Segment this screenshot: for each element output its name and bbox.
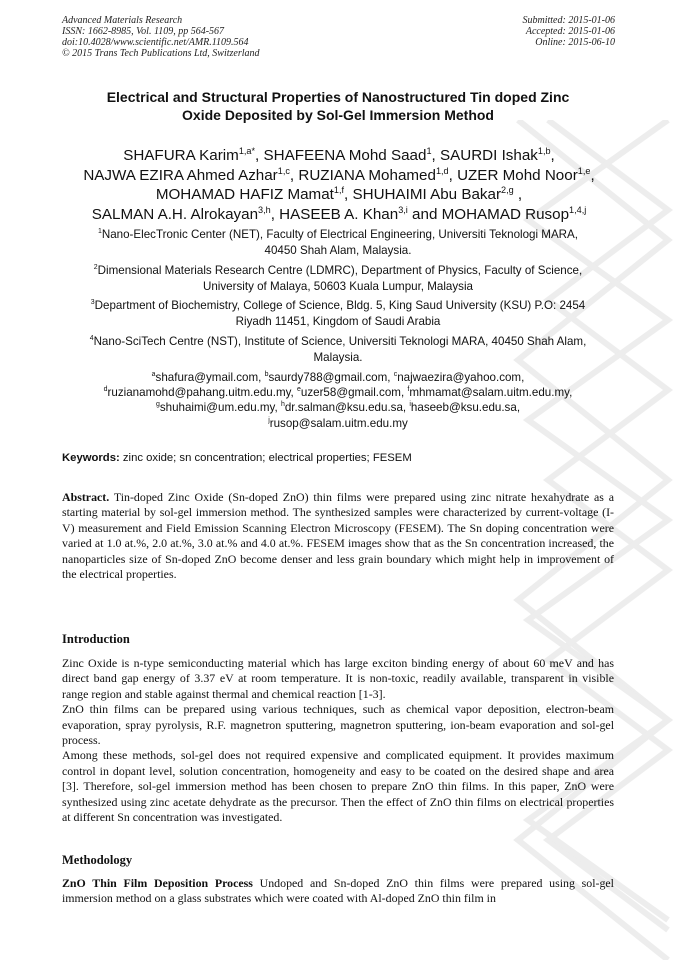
- affiliation-4: $^4$Nano-SciTech Centre (NST), Institute of Science, Universiti Teknologi MARA, 40450 Shah Alam, Malaysia.: [89, 335, 587, 364]
- email-link[interactable]: shuhaimi@um.edu.my: [159, 401, 275, 415]
- keywords-text: zinc oxide; sn concentration; electrical properties; FESEM: [119, 452, 412, 464]
- author-affil-mark: 1,c: [277, 165, 290, 176]
- email-link[interactable]: rusop@salam.uitm.edu.my: [269, 416, 408, 430]
- header-dates: [523, 15, 616, 48]
- intro-paragraph-1: Zinc Oxide is n-type semiconducting material which has large exciton binding energy of about 60 meV and has direct band gap energy of 3.37 eV at room temperature. It is non-toxic, readily available, transparent in visible range region and stable against thermal and chemical reaction [1-3].: [62, 656, 614, 701]
- author-affil-mark: 1,f: [333, 184, 345, 195]
- accepted-date: Accepted: 2015-01-06: [525, 26, 615, 37]
- method-subheading: ZnO Thin Film Deposition Process: [62, 876, 253, 890]
- author-name: NAJWA EZIRA Ahmed Azhar: [83, 166, 278, 184]
- author-name: SHAFEENA Mohd Saad: [263, 147, 427, 164]
- introduction-section: [62, 656, 614, 825]
- introduction-heading: Introduction: [62, 632, 130, 646]
- affiliation-number: 3: [90, 299, 95, 307]
- author-line-2: NAJWA EZIRA Ahmed Azhar$^{1,c}$, RUZIANA Mohamed$^{1,d}$, UZER Mohd Noor$^{1,e}$,: [83, 165, 595, 184]
- doi-line: doi:10.4028/www.scientific.net/AMR.1109.564: [62, 37, 249, 48]
- affiliation-1: $^1$Nano-ElecTronic Center (NET), Faculty of Electrical Engineering, Universiti Teknologi MARA, 40450 Shah Alam, Malaysia.: [97, 228, 579, 257]
- author-affil-mark: 1,4,j: [569, 204, 587, 215]
- author-name: RUZIANA Mohamed: [298, 166, 436, 184]
- header-publication-info: [62, 15, 260, 59]
- methodology-heading: Methodology: [62, 853, 133, 867]
- author-name: MOHAMAD HAFIZ Mamat: [155, 186, 334, 203]
- author-affil-mark: 1,d: [435, 165, 449, 176]
- author-affil-mark: 2,g: [501, 184, 514, 195]
- author-affil-mark: 3,i: [398, 204, 408, 215]
- author-name: HASEEB A. Khan: [279, 205, 399, 223]
- author-line-3: MOHAMAD HAFIZ Mamat$^{1,f}$, SHUHAIMI Abu Bakar$^{2,g}$ ,: [155, 184, 523, 203]
- email-link[interactable]: ruzianamohd@pahang.uitm.edu.my: [107, 386, 291, 400]
- keywords-label: Keywords:: [62, 452, 120, 464]
- affiliation-2: $^2$Dimensional Materials Research Centre (LDMRC), Department of Physics, Faculty of Science, University of Malaya, 50603 Kuala Lumpur, Malaysia: [93, 264, 583, 293]
- methodology-paragraph: [62, 876, 614, 907]
- methodology-section: [62, 876, 614, 907]
- author-affil-mark: 1: [426, 145, 432, 156]
- email-link[interactable]: shafura@ymail.com: [155, 371, 259, 384]
- intro-paragraph-3: Among these methods, sol-gel does not required expensive and complicated equipment. It provides maximum control in dopant level, solution concentration, homogeneity and easy to be coated on the desired shape and area [3]. Therefore, sol-gel immersion method has been chosen to prepare ZnO thin films. In this paper, ZnO were synthesized using zinc acetate dehydrate as the precursor. Then the effect of ZnO thin films on electrical properties at different Sn concentration was investigated.: [62, 748, 614, 825]
- issn-line: ISSN: 1662-8985, Vol. 1109, pp 564-567: [62, 26, 225, 37]
- email-link[interactable]: mhmamat@salam.uitm.edu.my: [409, 386, 570, 400]
- author-name: UZER Mohd Noor: [457, 166, 578, 184]
- author-list: [50, 146, 628, 224]
- email-link[interactable]: haseeb@ksu.edu.sa: [410, 401, 517, 415]
- title-line-1: Electrical and Structural Properties of Nanostructured Tin doped Zinc: [106, 89, 570, 105]
- author-affil-mark: 1,e: [577, 165, 591, 176]
- author-name: MOHAMAD Rusop: [441, 205, 570, 223]
- online-date: Online: 2015-06-10: [535, 37, 615, 48]
- title-line-2: Oxide Deposited by Sol-Gel Immersion Method: [182, 107, 494, 123]
- keywords-line: [62, 451, 614, 466]
- paper-title: [62, 88, 614, 124]
- affiliation-number: 2: [93, 264, 98, 272]
- email-link[interactable]: najwaezira@yahoo.com: [397, 371, 522, 384]
- author-name: SHAFURA Karim: [123, 147, 239, 164]
- author-name: SHUHAIMI Abu Bakar: [352, 186, 502, 203]
- abstract-label: Abstract.: [62, 490, 110, 504]
- method-text: Undoped and Sn-doped ZnO thin films were prepared using sol-gel immersion method on a glass substrates which were coated with Al-doped ZnO thin film in: [62, 876, 614, 906]
- email-link[interactable]: uzer58@gmail.com: [300, 386, 401, 400]
- author-line-1: SHAFURA Karim$^{1,a*}$, SHAFEENA Mohd Saad$^1$, SAURDI Ishak$^{1,b}$,: [123, 145, 555, 164]
- author-affil-mark: 1,a*: [238, 145, 256, 156]
- submitted-date: Submitted: 2015-01-06: [522, 15, 615, 26]
- author-line-4: SALMAN A.H. Alrokayan$^{3,h}$, HASEEB A. Khan$^{3,i}$ and MOHAMAD Rusop$^{1,4,j}$: [91, 204, 587, 223]
- affiliation-number: 1: [97, 228, 102, 236]
- copyright-line: © 2015 Trans Tech Publications Ltd, Switzerland: [62, 48, 260, 59]
- abstract-text: Tin-doped Zinc Oxide (Sn-doped ZnO) thin films were prepared using zinc nitrate hexahydrate as a starting material by sol-gel immersion method. The synthesized samples were characterized by current-voltage (I-V) measurement and Field Emission Scanning Electron Microscopy (FESEM). The Sn doping concentration were varied at 1.0 at.%, 2.0 at.%, 3.0 at.% and 4.0 at.%. FESEM images show that as the Sn concentration increased, the nanoparticles size of Sn-doped ZnO become denser and less grain boundary which might help in improvement of the electrical properties.: [62, 490, 614, 582]
- journal-name: Advanced Materials Research: [62, 15, 183, 26]
- affiliation-3: $^3$Department of Biochemistry, College of Science, Bldg. 5, King Saud University (KSU) P.O: 2454 Riyadh 11451, Kingdom of Saudi Arabia: [90, 299, 586, 328]
- author-name: SALMAN A.H. Alrokayan: [91, 205, 259, 223]
- author-emails: $^a$shafura@ymail.com, $^b$saurdy788@gmail.com, $^c$najwaezira@yahoo.com, $^d$ruzianamohd@pahang.uitm.edu.my, $^e$uzer58@gmail.com, $^f$mhmamat@salam.uitm.edu.my, $^g$shuhaimi@um.edu.my, $^h$dr.salman@ksu.edu.sa, $^i$haseeb@ksu.edu.sa, $^j$rusop@salam.uitm.edu.my: [103, 371, 573, 430]
- abstract-paragraph: [62, 490, 614, 582]
- email-link[interactable]: dr.salman@ksu.edu.sa: [284, 401, 403, 415]
- author-affil-mark: 3,h: [258, 204, 271, 215]
- author-name: SAURDI Ishak: [439, 147, 538, 164]
- intro-paragraph-2: ZnO thin films can be prepared using various techniques, such as chemical vapor deposition, electron-beam evaporation, spray pyrolysis, R.F. magnetron sputtering, magnetron sputtering, ion-beam evaporation and sol-gel process.: [62, 702, 614, 748]
- email-link[interactable]: saurdy788@gmail.com: [268, 371, 388, 384]
- author-affil-mark: 1,b: [537, 145, 551, 156]
- affiliation-number: 4: [89, 335, 94, 343]
- abstract-section: [62, 490, 614, 582]
